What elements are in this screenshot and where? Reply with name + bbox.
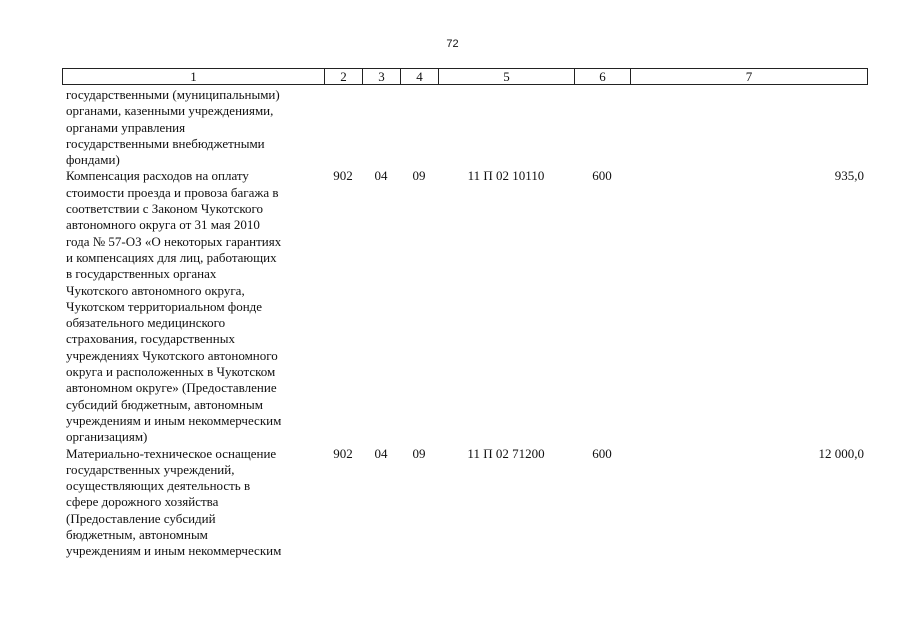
table-body (62, 87, 868, 560)
row-target-article: 11 П 02 10110 (467, 168, 545, 184)
row-subsection: 09 (412, 445, 426, 461)
row-section: 04 (374, 445, 388, 461)
row-section: 04 (374, 168, 388, 184)
table-row (62, 168, 868, 445)
header-col-1: 1 (63, 69, 325, 84)
row-description: Компенсация расходов на оплату стоимости проезда и провоза багажа в соответствии с Законом Чукотского автономного округа от 31 мая 2010 года № 57-ОЗ «О некоторых гарантиях и компенсациях для лиц, работающих в государственных органах Чукотского автономного округа, Чукотском территориальном фонде обязательного медицинского страхования, государственных учреждениях Чукотского автономного округа и расположенных в Чукотском автономном округе» (Предоставление субсидий бюджетным, автономным учреждениям и иным некоммерческим организациям) (66, 168, 282, 445)
header-col-4: 4 (401, 69, 439, 84)
header-col-5: 5 (439, 69, 575, 84)
row-description: государственными (муниципальными) органами, казенными учреждениями, органами управления государственными внебюджетными фондами) (66, 87, 280, 168)
row-grbs (324, 87, 362, 168)
row-target-article: 11 П 02 71200 (467, 445, 545, 461)
row-amount: 935,0 (834, 168, 864, 184)
row-expense-type (574, 87, 630, 168)
row-subsection (400, 87, 438, 168)
page-number: 72 (446, 38, 459, 50)
header-col-2: 2 (325, 69, 363, 84)
row-section (362, 87, 400, 168)
header-col-7: 7 (745, 69, 753, 84)
row-grbs: 902 (333, 445, 353, 461)
header-col-6: 6 (575, 69, 631, 84)
row-subsection: 09 (412, 168, 426, 184)
row-target-article (438, 87, 574, 168)
row-amount: 12 000,0 (818, 445, 864, 461)
row-expense-type: 600 (592, 168, 612, 184)
table-row (62, 446, 868, 560)
row-amount (630, 87, 868, 168)
header-col-3: 3 (363, 69, 401, 84)
table-header (62, 68, 868, 85)
row-grbs: 902 (333, 168, 353, 184)
row-description: Материально-техническое оснащение государственных учреждений, осуществляющих деятельность в сфере дорожного хозяйства (Предоставление субсидий бюджетным, автономным учреждениям и иным некоммерческим (66, 445, 282, 559)
row-expense-type: 600 (592, 445, 612, 461)
table-row (62, 87, 868, 168)
